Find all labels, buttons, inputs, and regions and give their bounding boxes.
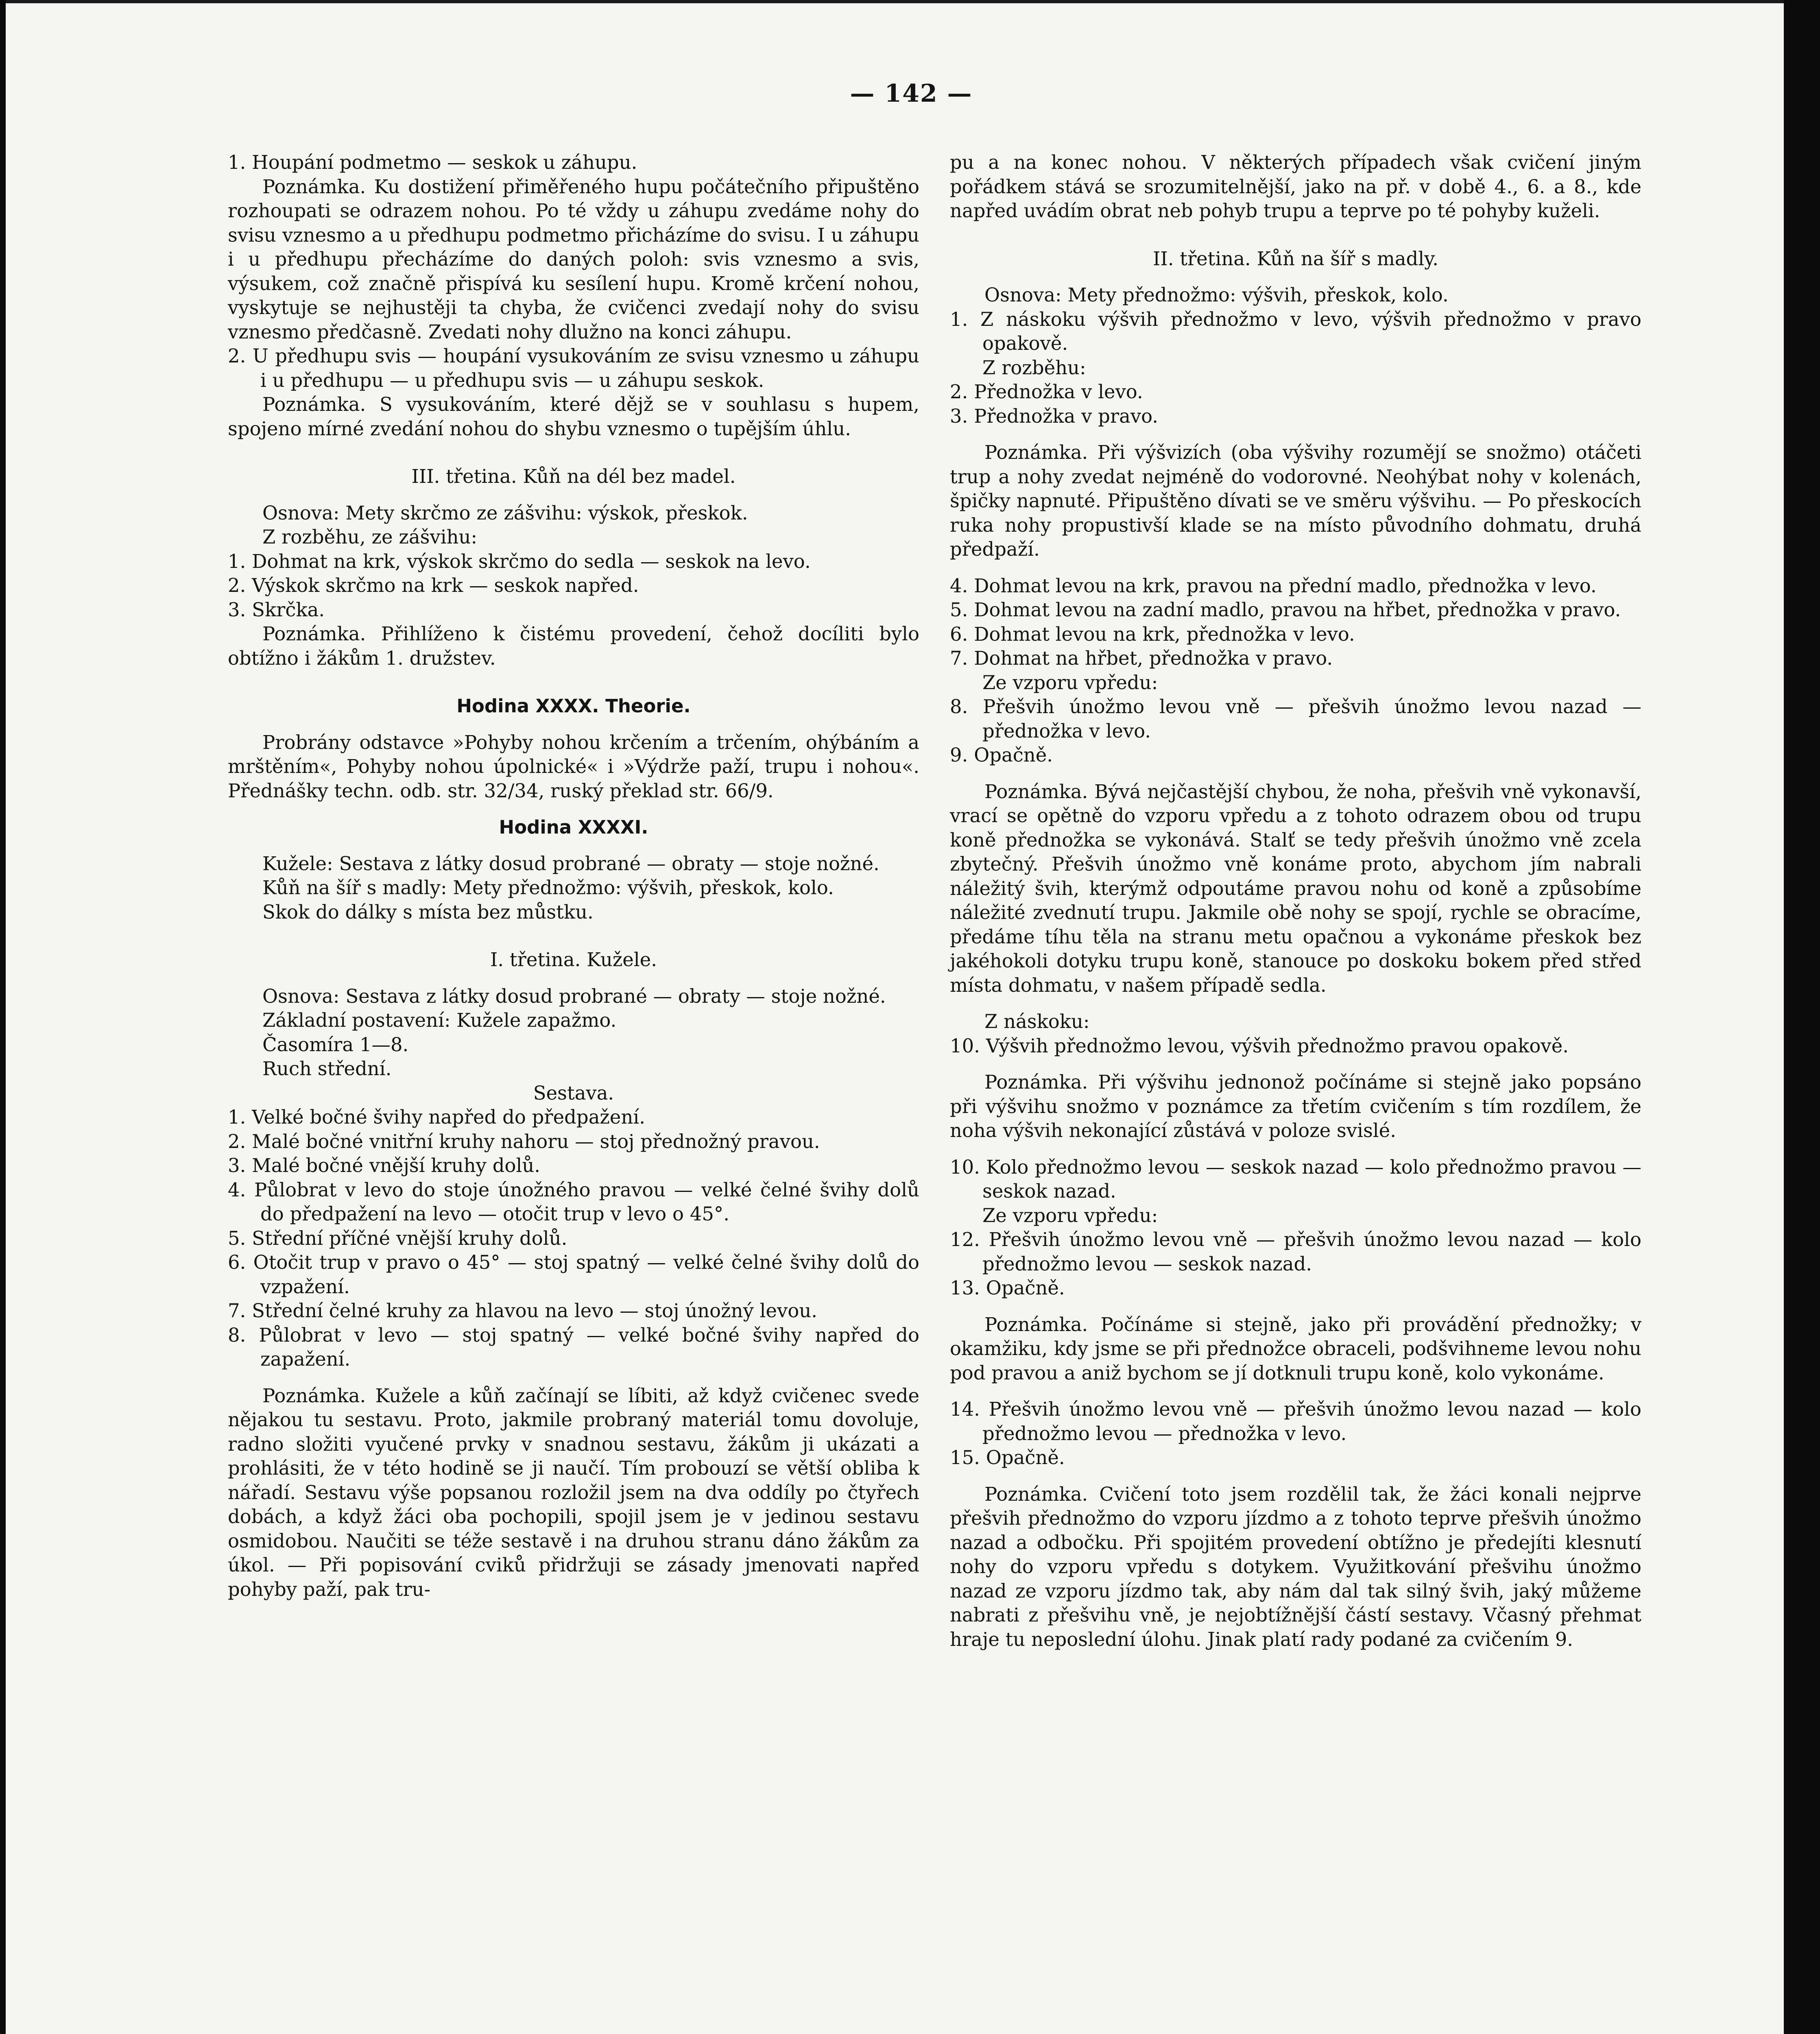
- paragraph: 10. Kolo přednožmo levou — seskok nazad — kolo přednožmo pravou — seskok nazad.: [950, 1156, 1641, 1202]
- paragraph: Probrány odstavce »Pohyby nohou krčením a trčením, ohýbáním a mrštěním«, Pohyby nohou úpolnické« i »Výdrže paží, trupu i nohou«. Přednášky techn. odb. str. 32/34, ruský překlad str. 66/9.: [228, 731, 919, 802]
- scan-border-top: [0, 0, 1820, 3]
- paragraph: 4. Dohmat levou na krk, pravou na přední madlo, přednožka v levo.: [950, 574, 1597, 597]
- paragraph: Poznámka. Kužele a kůň začínají se líbiti, až když cvičenec svede nějakou tu sestavu. Proto, jakmile probraný materiál tomu dovoluje, radno složiti vyučené prvky v snadnou sestavu, žákům ji ukázati a prohlásiti, že v této hodině se ji naučí. Tím probouzí se větší obliba k nářadí. Sestavu výše popsanou rozložil jsem na dva oddíly po čtyřech dobách, a když žáci oba pochopili, spojil jsem je v jedinou sestavu osmidobou. Naučiti se téže sestavě i na druhou stranu dáno žákům za úkol. — Při popisování cviků přidržuji se zásady jmenovati napřed pohyby paží, pak tru-: [228, 1384, 919, 1600]
- paragraph: Poznámka. Bývá nejčastější chybou, že noha, přešvih vně vykonavší, vrací se opětně do vzporu vpředu a z tohoto odrazem obou od trupu koně přednožka se vykonává. Stalť se tedy přešvih únožmo vně zcela zbytečný. Přešvih únožmo vně konáme proto, abychom jím nabrali náležitý švih, kterýmž odpoutáme pravou nohu od koně a způsobíme náležité zvednutí trupu. Jakmile obě nohy se spojí, rychle se obracíme, předáme tíhu těla na stranu metu opačnou a vykonáme přeskok bez jakéhokoli dotyku trupu koně, stanouce po doskoku bokem před střed místa dohmatu, v našem případě sedla.: [950, 780, 1641, 996]
- paragraph: Hodina XXXX. Theorie.: [456, 695, 691, 717]
- paragraph: 6. Dohmat levou na krk, přednožka v levo.: [950, 623, 1355, 645]
- paragraph: Kužele: Sestava z látky dosud probrané — obraty — stoje nožné.: [262, 852, 879, 875]
- paragraph: 8. Půlobrat v levo — stoj spatný — velké bočné švihy napřed do zapažení.: [228, 1324, 919, 1370]
- paragraph: 3. Skrčka.: [228, 598, 325, 621]
- page-number: — 142 —: [850, 79, 973, 108]
- scan-border-left: [0, 0, 6, 2034]
- paragraph: 9. Opačně.: [950, 744, 1053, 766]
- paragraph: 10. Výšvih přednožmo levou, výšvih přednožmo pravou opakově.: [950, 1034, 1569, 1057]
- paragraph: Poznámka. Při výšvizích (oba výšvihy rozumějí se snožmo) otáčeti trup a nohy zvedat nejméně do vodorovné. Neohýbat nohy v kolenách, špičky napnuté. Připuštěno dívati se ve směru výšvihu. — Po přeskocích ruka nohy propustivší klade se na místo původního dohmatu, druhá předpaží.: [950, 441, 1641, 560]
- paragraph: II. třetina. Kůň na šíř s madly.: [1152, 247, 1439, 270]
- paragraph: Skok do dálky s místa bez můstku.: [262, 901, 594, 923]
- paragraph: 8. Přešvih únožmo levou vně — přešvih únožmo levou nazad — přednožka v levo.: [950, 696, 1641, 742]
- paragraph: 1. Dohmat na krk, výskok skrčmo do sedla — seskok na levo.: [228, 550, 811, 572]
- paragraph: Hodina XXXXI.: [499, 816, 648, 838]
- paragraph: 15. Opačně.: [950, 1447, 1065, 1469]
- paragraph: I. třetina. Kužele.: [490, 949, 657, 971]
- paragraph: Poznámka. Počínáme si stejně, jako při provádění přednožky; v okamžiku, kdy jsme se při přednožce obraceli, podšvihneme levou nohu pod pravou a aniž bychom se jí dotknuli trupu koně, kolo vykonáme.: [950, 1313, 1641, 1384]
- paragraph: 2. U předhupu svis — houpání vysukováním ze svisu vznesmo u záhupu i u předhupu — u předhupu svis — u záhupu seskok.: [228, 345, 919, 391]
- paragraph: Z rozběhu:: [982, 356, 1086, 379]
- paragraph: Z náskoku:: [984, 1010, 1090, 1032]
- paragraph: 6. Otočit trup v pravo o 45° — stoj spatný — velké čelné švihy dolů do vzpažení.: [228, 1251, 919, 1298]
- paragraph: Osnova: Mety skrčmo ze zášvihu: výskok, přeskok.: [262, 502, 748, 524]
- paragraph: III. třetina. Kůň na dél bez madel.: [411, 465, 736, 487]
- paragraph: Poznámka. S vysukováním, které dějž se v souhlasu s hupem, spojeno mírné zvedání nohou do shybu vznesmo o tupějším úhlu.: [228, 393, 919, 440]
- paragraph: 5. Dohmat levou na zadní madlo, pravou na hřbet, přednožka v pravo.: [950, 599, 1621, 621]
- paragraph: Z rozběhu, ze zášvihu:: [262, 526, 478, 548]
- paragraph: Ze vzporu vpředu:: [982, 1204, 1158, 1227]
- paragraph: Časomíra 1—8.: [262, 1033, 409, 1056]
- paragraph: 3. Malé bočné vnější kruhy dolů.: [228, 1154, 541, 1176]
- paragraph: 2. Výskok skrčmo na krk — seskok napřed.: [228, 574, 639, 596]
- paragraph: Poznámka. Ku dostižení přiměřeného hupu počátečního připuštěno rozhoupati se odrazem nohou. Po té vždy u záhupu zvedáme nohy do svisu vznesmo a u předhupu podmetmo přicházíme do svisu. I u záhupu i u předhupu přecházíme do daných poloh: svis vznesmo a svis, výsukem, což značně přispívá ku sesílení hupu. Kromě krčení nohou, vyskytuje se nejhustěji ta chyba, že cvičenci zvedají nohy do svisu vznesmo předčasně. Zvedati nohy dlužno na konci záhupu.: [228, 175, 919, 343]
- paragraph: 14. Přešvih únožmo levou vně — přešvih únožmo levou nazad — kolo přednožmo levou — přednožka v levo.: [950, 1398, 1641, 1445]
- paragraph: Poznámka. Přihlíženo k čistému provedení, čehož docíliti bylo obtížno i žákům 1. družstev.: [228, 623, 919, 669]
- scan-border-right: [1784, 0, 1820, 2034]
- paragraph: Poznámka. Při výšvihu jednonož počínáme si stejně jako popsáno při výšvihu snožmo v poznámce za třetím cvičením s tím rozdílem, že noha výšvih nekonající zůstává v poloze svislé.: [950, 1071, 1641, 1141]
- paragraph: Sestava.: [533, 1082, 614, 1104]
- paragraph: 1. Z náskoku výšvih přednožmo v levo, výšvih přednožmo v pravo opakově.: [950, 308, 1641, 354]
- paragraph: pu a na konec nohou. V některých případech však cvičení jiným pořádkem stává se srozumitelnější, jako na př. v době 4., 6. a 8., kde napřed uvádím obrat neb pohyb trupu a teprve po té pohyby kuželi.: [950, 151, 1641, 222]
- paragraph: 4. Půlobrat v levo do stoje únožného pravou — velké čelné švihy dolů do předpažení na levo — otočit trup v levo o 45°.: [228, 1178, 919, 1225]
- paragraph: 5. Střední příčné vnější kruhy dolů.: [228, 1227, 567, 1249]
- paragraph: 12. Přešvih únožmo levou vně — přešvih únožmo levou nazad — kolo přednožmo levou — seskok nazad.: [950, 1229, 1641, 1275]
- paragraph: 7. Střední čelné kruhy za hlavou na levo — stoj únožný levou.: [228, 1300, 818, 1322]
- paragraph: Poznámka. Cvičení toto jsem rozdělil tak, že žáci konali nejprve přešvih přednožmo do vzporu jízdmo a z tohoto teprve přešvih únožmo nazad a odbočku. Při spojitém provedení obtížno je předejíti klesnutí nohy do vzporu vpředu s dotykem. Využitkování přešvihu únožmo nazad ze vzporu jízdmo tak, aby nám dal tak silný švih, jaký můžeme nabrati z přešvihu vně, je nejobtížnější částí sestavy. Včasný přehmat hraje tu neposlední úlohu. Jinak platí rady podané za cvičením 9.: [950, 1483, 1641, 1650]
- right-column: [950, 151, 1641, 1652]
- paragraph: Ze vzporu vpředu:: [982, 671, 1158, 694]
- left-column: [228, 151, 919, 1602]
- paragraph: Kůň na šíř s madly: Mety přednožmo: výšvih, přeskok, kolo.: [262, 877, 834, 899]
- paragraph: 7. Dohmat na hřbet, přednožka v pravo.: [950, 647, 1333, 669]
- paragraph: 2. Přednožka v levo.: [950, 381, 1143, 403]
- paragraph: 2. Malé bočné vnitřní kruhy nahoru — stoj přednožný pravou.: [228, 1130, 820, 1152]
- paragraph: Ruch střední.: [262, 1058, 392, 1080]
- paragraph: Osnova: Mety přednožmo: výšvih, přeskok, kolo.: [984, 284, 1449, 306]
- paragraph: 1. Velké bočné švihy napřed do předpažení.: [228, 1106, 646, 1128]
- paragraph: 1. Houpání podmetmo — seskok u záhupu.: [228, 151, 637, 173]
- paragraph: Základní postavení: Kužele zapažmo.: [262, 1009, 617, 1031]
- paragraph: 13. Opačně.: [950, 1277, 1065, 1299]
- paragraph: 3. Přednožka v pravo.: [950, 405, 1159, 427]
- paragraph: Osnova: Sestava z látky dosud probrané — obraty — stoje nožné.: [262, 985, 886, 1007]
